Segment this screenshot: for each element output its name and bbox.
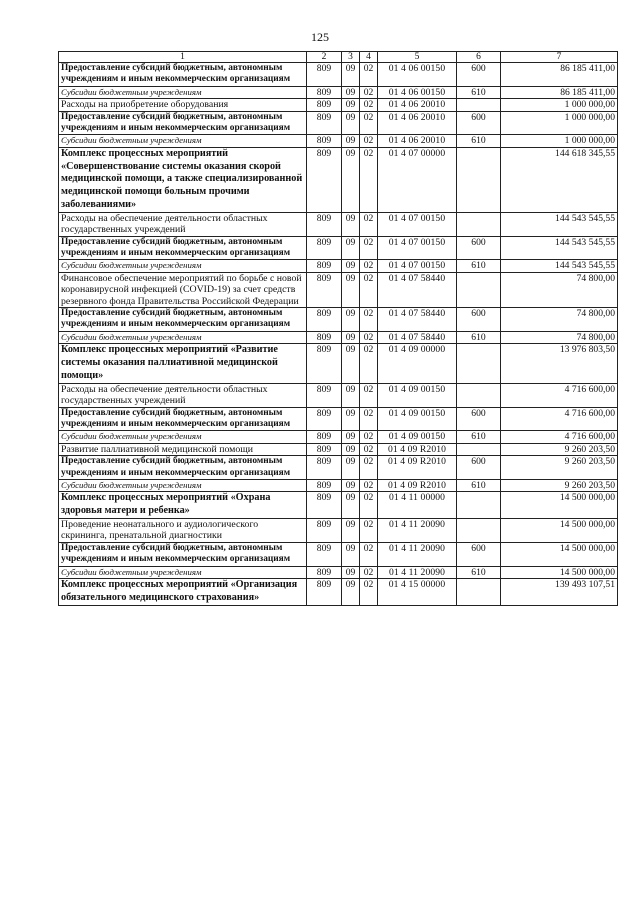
row-expense-type: 600 xyxy=(457,63,501,87)
row-name: Субсидии бюджетным учреждениям xyxy=(59,479,307,491)
row-amount: 14 500 000,00 xyxy=(501,566,618,578)
row-subsection: 02 xyxy=(360,566,378,578)
col-header-2: 2 xyxy=(307,52,342,63)
row-section: 09 xyxy=(342,383,360,407)
table-row xyxy=(59,542,618,566)
row-name: Предоставление субсидий бюджетным, автономным учреждениям и иным некоммерческим организациям xyxy=(59,456,307,480)
row-section: 09 xyxy=(342,63,360,87)
table-row xyxy=(59,63,618,87)
row-expense-type: 610 xyxy=(457,431,501,443)
row-expense-type xyxy=(457,578,501,605)
table-row xyxy=(59,383,618,407)
row-section: 09 xyxy=(342,518,360,542)
row-section: 09 xyxy=(342,99,360,111)
row-target-article: 01 4 07 00150 xyxy=(378,236,457,260)
row-ministry-code: 809 xyxy=(307,566,342,578)
row-expense-type xyxy=(457,147,501,212)
row-name: Субсидии бюджетным учреждениям xyxy=(59,135,307,147)
row-subsection: 02 xyxy=(360,272,378,307)
row-name: Предоставление субсидий бюджетным, автономным учреждениям и иным некоммерческим организациям xyxy=(59,308,307,332)
row-target-article: 01 4 07 58440 xyxy=(378,272,457,307)
row-ministry-code: 809 xyxy=(307,578,342,605)
row-expense-type: 600 xyxy=(457,236,501,260)
row-subsection: 02 xyxy=(360,578,378,605)
row-subsection: 02 xyxy=(360,407,378,431)
row-section: 09 xyxy=(342,456,360,480)
row-expense-type xyxy=(457,518,501,542)
row-amount: 139 493 107,51 xyxy=(501,578,618,605)
row-name: Предоставление субсидий бюджетным, автономным учреждениям и иным некоммерческим организациям xyxy=(59,542,307,566)
row-amount: 9 260 203,50 xyxy=(501,443,618,455)
row-name: Финансовое обеспечение мероприятий по борьбе с новой коронавирусной инфекцией (COVID-19) за счет средств резервного фонда Правительства Российской Федерации xyxy=(59,272,307,307)
budget-table xyxy=(58,51,618,606)
row-subsection: 02 xyxy=(360,383,378,407)
row-amount: 13 976 803,50 xyxy=(501,344,618,383)
table-row xyxy=(59,407,618,431)
row-name: Расходы на приобретение оборудования xyxy=(59,99,307,111)
row-subsection: 02 xyxy=(360,492,378,519)
row-subsection: 02 xyxy=(360,518,378,542)
table-row xyxy=(59,443,618,455)
row-target-article: 01 4 09 00150 xyxy=(378,407,457,431)
row-ministry-code: 809 xyxy=(307,212,342,236)
row-target-article: 01 4 11 20090 xyxy=(378,542,457,566)
row-section: 09 xyxy=(342,135,360,147)
col-header-6: 6 xyxy=(457,52,501,63)
row-subsection: 02 xyxy=(360,111,378,135)
row-section: 09 xyxy=(342,431,360,443)
row-target-article: 01 4 11 20090 xyxy=(378,518,457,542)
row-name: Субсидии бюджетным учреждениям xyxy=(59,566,307,578)
row-subsection: 02 xyxy=(360,344,378,383)
table-row xyxy=(59,260,618,272)
row-name: Проведение неонатального и аудиологического скрининга, пренатальной диагностики xyxy=(59,518,307,542)
table-row xyxy=(59,86,618,98)
row-ministry-code: 809 xyxy=(307,308,342,332)
row-subsection: 02 xyxy=(360,236,378,260)
col-header-7: 7 xyxy=(501,52,618,63)
row-expense-type: 610 xyxy=(457,566,501,578)
row-ministry-code: 809 xyxy=(307,99,342,111)
row-subsection: 02 xyxy=(360,147,378,212)
row-ministry-code: 809 xyxy=(307,236,342,260)
row-section: 09 xyxy=(342,492,360,519)
row-section: 09 xyxy=(342,111,360,135)
row-target-article: 01 4 09 00000 xyxy=(378,344,457,383)
row-expense-type xyxy=(457,99,501,111)
row-target-article: 01 4 09 R2010 xyxy=(378,456,457,480)
row-expense-type: 600 xyxy=(457,456,501,480)
col-header-1: 1 xyxy=(59,52,307,63)
row-subsection: 02 xyxy=(360,99,378,111)
row-name: Предоставление субсидий бюджетным, автономным учреждениям и иным некоммерческим организациям xyxy=(59,111,307,135)
row-target-article: 01 4 06 20010 xyxy=(378,111,457,135)
row-ministry-code: 809 xyxy=(307,492,342,519)
row-target-article: 01 4 07 00150 xyxy=(378,260,457,272)
row-ministry-code: 809 xyxy=(307,383,342,407)
row-expense-type xyxy=(457,272,501,307)
table-row xyxy=(59,236,618,260)
row-section: 09 xyxy=(342,407,360,431)
row-name: Предоставление субсидий бюджетным, автономным учреждениям и иным некоммерческим организациям xyxy=(59,236,307,260)
row-subsection: 02 xyxy=(360,542,378,566)
row-subsection: 02 xyxy=(360,431,378,443)
row-expense-type: 610 xyxy=(457,260,501,272)
row-section: 09 xyxy=(342,542,360,566)
row-section: 09 xyxy=(342,147,360,212)
table-row xyxy=(59,272,618,307)
row-target-article: 01 4 06 00150 xyxy=(378,63,457,87)
row-ministry-code: 809 xyxy=(307,135,342,147)
row-name: Расходы на обеспечение деятельности областных государственных учреждений xyxy=(59,212,307,236)
row-subsection: 02 xyxy=(360,212,378,236)
row-subsection: 02 xyxy=(360,456,378,480)
row-name: Субсидии бюджетным учреждениям xyxy=(59,431,307,443)
table-row xyxy=(59,147,618,212)
row-target-article: 01 4 11 20090 xyxy=(378,566,457,578)
table-row xyxy=(59,578,618,605)
table-row xyxy=(59,344,618,383)
row-section: 09 xyxy=(342,86,360,98)
table-row xyxy=(59,99,618,111)
row-target-article: 01 4 09 00150 xyxy=(378,383,457,407)
row-subsection: 02 xyxy=(360,260,378,272)
row-amount: 14 500 000,00 xyxy=(501,492,618,519)
row-amount: 74 800,00 xyxy=(501,272,618,307)
row-amount: 9 260 203,50 xyxy=(501,479,618,491)
row-amount: 144 543 545,55 xyxy=(501,212,618,236)
table-row xyxy=(59,431,618,443)
header-row xyxy=(59,52,618,63)
row-expense-type: 600 xyxy=(457,407,501,431)
row-expense-type: 610 xyxy=(457,86,501,98)
table-row xyxy=(59,308,618,332)
row-expense-type xyxy=(457,212,501,236)
row-expense-type: 610 xyxy=(457,135,501,147)
row-section: 09 xyxy=(342,236,360,260)
row-ministry-code: 809 xyxy=(307,443,342,455)
row-name: Расходы на обеспечение деятельности областных государственных учреждений xyxy=(59,383,307,407)
row-ministry-code: 809 xyxy=(307,431,342,443)
row-amount: 1 000 000,00 xyxy=(501,111,618,135)
row-target-article: 01 4 15 00000 xyxy=(378,578,457,605)
row-amount: 74 800,00 xyxy=(501,308,618,332)
row-expense-type xyxy=(457,492,501,519)
row-subsection: 02 xyxy=(360,479,378,491)
row-expense-type xyxy=(457,383,501,407)
row-expense-type: 610 xyxy=(457,479,501,491)
row-target-article: 01 4 06 20010 xyxy=(378,135,457,147)
table-row xyxy=(59,492,618,519)
row-name: Субсидии бюджетным учреждениям xyxy=(59,86,307,98)
row-amount: 14 500 000,00 xyxy=(501,542,618,566)
row-amount: 1 000 000,00 xyxy=(501,135,618,147)
col-header-5: 5 xyxy=(378,52,457,63)
row-expense-type: 600 xyxy=(457,308,501,332)
col-header-3: 3 xyxy=(342,52,360,63)
row-ministry-code: 809 xyxy=(307,344,342,383)
row-subsection: 02 xyxy=(360,86,378,98)
row-amount: 86 185 411,00 xyxy=(501,63,618,87)
table-row xyxy=(59,566,618,578)
row-amount: 144 618 345,55 xyxy=(501,147,618,212)
table-row xyxy=(59,111,618,135)
row-name: Комплекс процессных мероприятий «Совершенствование системы оказания скорой медицинской помощи, а также специализированной медицинской помощи больным прочими заболеваниями» xyxy=(59,147,307,212)
row-ministry-code: 809 xyxy=(307,111,342,135)
row-name: Субсидии бюджетным учреждениям xyxy=(59,331,307,343)
row-target-article: 01 4 07 58440 xyxy=(378,331,457,343)
row-amount: 144 543 545,55 xyxy=(501,236,618,260)
row-name: Развитие паллиативной медицинской помощи xyxy=(59,443,307,455)
row-expense-type: 610 xyxy=(457,331,501,343)
row-ministry-code: 809 xyxy=(307,518,342,542)
row-name: Предоставление субсидий бюджетным, автономным учреждениям и иным некоммерческим организациям xyxy=(59,63,307,87)
row-amount: 86 185 411,00 xyxy=(501,86,618,98)
row-name: Комплекс процессных мероприятий «Организация обязательного медицинского страхования» xyxy=(59,578,307,605)
row-target-article: 01 4 07 58440 xyxy=(378,308,457,332)
col-header-4: 4 xyxy=(360,52,378,63)
row-section: 09 xyxy=(342,566,360,578)
row-ministry-code: 809 xyxy=(307,407,342,431)
table-row xyxy=(59,518,618,542)
row-amount: 4 716 600,00 xyxy=(501,431,618,443)
row-ministry-code: 809 xyxy=(307,86,342,98)
table-row xyxy=(59,456,618,480)
row-expense-type: 600 xyxy=(457,542,501,566)
row-section: 09 xyxy=(342,331,360,343)
row-section: 09 xyxy=(342,260,360,272)
row-ministry-code: 809 xyxy=(307,63,342,87)
row-subsection: 02 xyxy=(360,308,378,332)
table-row xyxy=(59,479,618,491)
row-name: Предоставление субсидий бюджетным, автономным учреждениям и иным некоммерческим организациям xyxy=(59,407,307,431)
row-target-article: 01 4 07 00000 xyxy=(378,147,457,212)
row-ministry-code: 809 xyxy=(307,260,342,272)
row-target-article: 01 4 09 R2010 xyxy=(378,479,457,491)
page-number: 125 xyxy=(311,30,329,44)
row-section: 09 xyxy=(342,344,360,383)
row-expense-type: 600 xyxy=(457,111,501,135)
row-amount: 74 800,00 xyxy=(501,331,618,343)
table-row xyxy=(59,212,618,236)
row-name: Комплекс процессных мероприятий «Охрана здоровья матери и ребенка» xyxy=(59,492,307,519)
row-amount: 14 500 000,00 xyxy=(501,518,618,542)
row-name: Субсидии бюджетным учреждениям xyxy=(59,260,307,272)
row-target-article: 01 4 06 20010 xyxy=(378,99,457,111)
row-amount: 4 716 600,00 xyxy=(501,407,618,431)
row-amount: 4 716 600,00 xyxy=(501,383,618,407)
row-amount: 1 000 000,00 xyxy=(501,99,618,111)
row-section: 09 xyxy=(342,272,360,307)
row-ministry-code: 809 xyxy=(307,147,342,212)
table-row xyxy=(59,135,618,147)
row-ministry-code: 809 xyxy=(307,542,342,566)
row-target-article: 01 4 06 00150 xyxy=(378,86,457,98)
row-subsection: 02 xyxy=(360,63,378,87)
row-ministry-code: 809 xyxy=(307,456,342,480)
row-name: Комплекс процессных мероприятий «Развитие системы оказания паллиативной медицинской помощи» xyxy=(59,344,307,383)
row-ministry-code: 809 xyxy=(307,331,342,343)
row-ministry-code: 809 xyxy=(307,479,342,491)
row-target-article: 01 4 07 00150 xyxy=(378,212,457,236)
row-expense-type xyxy=(457,443,501,455)
row-subsection: 02 xyxy=(360,443,378,455)
row-subsection: 02 xyxy=(360,135,378,147)
row-section: 09 xyxy=(342,308,360,332)
row-section: 09 xyxy=(342,479,360,491)
row-expense-type xyxy=(457,344,501,383)
row-target-article: 01 4 11 00000 xyxy=(378,492,457,519)
table-row xyxy=(59,331,618,343)
row-amount: 9 260 203,50 xyxy=(501,456,618,480)
row-target-article: 01 4 09 R2010 xyxy=(378,443,457,455)
row-target-article: 01 4 09 00150 xyxy=(378,431,457,443)
row-section: 09 xyxy=(342,443,360,455)
row-section: 09 xyxy=(342,578,360,605)
row-ministry-code: 809 xyxy=(307,272,342,307)
row-section: 09 xyxy=(342,212,360,236)
row-subsection: 02 xyxy=(360,331,378,343)
row-amount: 144 543 545,55 xyxy=(501,260,618,272)
